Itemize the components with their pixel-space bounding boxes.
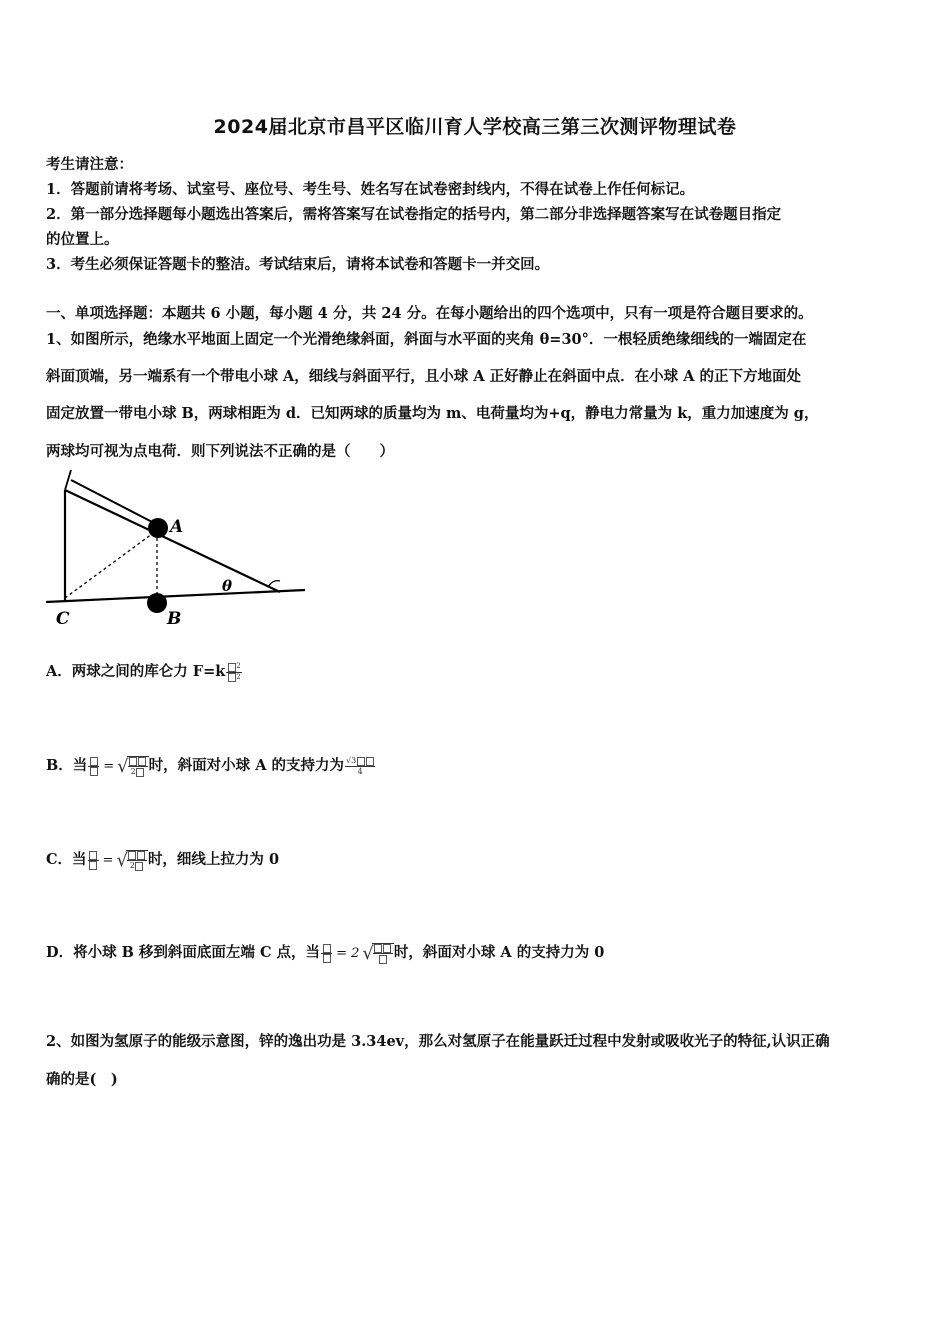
q1-option-d — [46, 941, 604, 964]
page-title: 2024届北京市昌平区临川育人学校高三第三次测评物理试卷 — [213, 116, 737, 138]
incline-slope — [65, 490, 280, 592]
option-b-sqrt: √ — [117, 755, 129, 777]
q2-line-2: 确的是( ) — [46, 1071, 118, 1088]
label-a: A — [170, 517, 184, 537]
option-c-sqrt-content: 2 — [126, 850, 148, 871]
ball-b — [147, 593, 167, 613]
label-theta: θ — [222, 577, 233, 595]
option-d-equals: = 2 — [336, 945, 360, 961]
q1-line-2: 斜面顶端，另一端系有一个带电小球 A，细线与斜面平行，且小球 A 正好静止在斜面中点．在小球 A 的正下方地面处 — [46, 368, 801, 385]
option-c-prefix: C．当 — [46, 851, 87, 868]
notice-item-3: 3．考生必须保证答题卡的整洁。考试结束后，请将本试卷和答题卡一并交回。 — [46, 256, 550, 273]
notice-item-1: 1．答题前请将考场、试室号、座位号、考生号、姓名写在试卷密封线内，不得在试卷上作任何标记。 — [46, 181, 695, 198]
q1-option-c — [46, 848, 279, 871]
option-d-prefix: D．将小球 B 移到斜面底面左端 C 点，当 — [46, 944, 321, 961]
ball-a — [148, 518, 168, 538]
incline-diagram — [40, 462, 310, 632]
ground-line — [46, 590, 305, 602]
section-heading: 一、单项选择题：本题共 6 小题，每小题 4 分，共 24 分。在每小题给出的四个选项中，只有一项是符合题目要求的。 — [46, 305, 813, 322]
option-b-sqrt-content: 2 — [127, 756, 149, 777]
notice-item-2-cont: 的位置上。 — [46, 231, 119, 248]
option-c-equals: = — [102, 852, 114, 868]
option-a-text: A．两球之间的库仑力 F=k — [46, 663, 226, 680]
option-c-mid: 时，细线上拉力为 0 — [147, 851, 280, 868]
incline-top-edge — [65, 470, 71, 490]
option-d-sqrt: √ — [362, 942, 374, 964]
option-b-equals: = — [103, 758, 115, 774]
option-d-lhs-fraction — [321, 943, 332, 963]
q1-line-3: 固定放置一带电小球 B，两球相距为 d．已知两球的质量均为 m、电荷量均为+q，静电力常量为 k，重力加速度为 g， — [46, 405, 819, 422]
label-b: B — [167, 609, 182, 629]
option-b-mid: 时，斜面对小球 A 的支持力为 — [148, 757, 345, 774]
option-d-sqrt-content — [372, 943, 394, 964]
notice-heading: 考生请注意： — [46, 156, 133, 173]
label-c: C — [56, 609, 70, 629]
q2-line-1: 2、如图为氢原子的能级示意图，锌的逸出功是 3.34ev，那么对氢原子在能量跃迁过程中发射或吸收光子的特征,认识正确 — [46, 1033, 830, 1050]
q1-option-a — [46, 660, 243, 682]
option-c-lhs-fraction — [88, 850, 99, 870]
q1-line-1: 1、如图所示，绝缘水平地面上固定一个光滑绝缘斜面，斜面与水平面的夹角 θ=30°．一根轻质绝缘细线的一端固定在 — [46, 331, 807, 348]
dashed-ca — [65, 531, 156, 598]
notice-item-2: 2．第一部分选择题每小题选出答案后，需将答案写在试卷指定的括号内，第二部分非选择题答案写在试卷题目指定 — [46, 206, 782, 223]
q1-option-b — [46, 754, 376, 777]
option-d-mid: 时，斜面对小球 A 的支持力为 0 — [393, 944, 605, 961]
q1-line-4: 两球均可视为点电荷．则下列说法不正确的是（ ） — [46, 443, 394, 460]
option-b-answer-fraction: $\frac{√3}{4}$ — [345, 756, 375, 776]
option-b-prefix: B．当 — [46, 757, 88, 774]
string-line — [71, 480, 158, 525]
option-a-fraction: $\frac{2}{2}$ — [226, 662, 241, 682]
option-c-sqrt: √ — [116, 849, 128, 871]
option-b-lhs-fraction — [88, 756, 99, 776]
